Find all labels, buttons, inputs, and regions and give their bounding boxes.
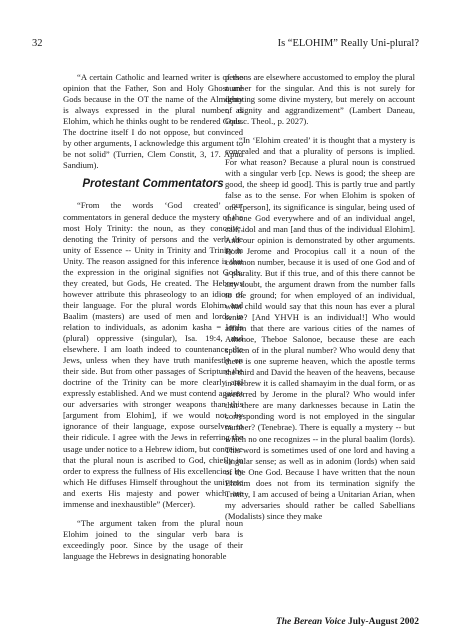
paragraph: persons are elsewhere accustomed to employ the plural number for the singular. And this is not surely for denoting some divine mystery, but merely on account of dignity and aggrandizement” (Lambert Daneau, Opusc. Theol., p. 2027).: [225, 72, 415, 127]
issue-date: July-August 2002: [348, 617, 419, 627]
left-column: [63, 72, 243, 570]
running-head: Is “ELOHIM” Really Uni-plural?: [277, 38, 419, 49]
right-column: [225, 72, 415, 530]
paragraph: “In ‘Elohim created’ it is thought that a mystery is concealed and that a plurality of persons is implied. For what reason? Because a plural noun is construed with a singular verb [cp. News is good; the sheep are good, the sheep id good]. This is partly true and partly false as to the sense. For when Elohim is spoken of one [person], its significance is singular, being used of the one God everywhere and of an individual angel, calf, idol and man [and thus of the individual Elohim]. And our opinion is demonstrated by other arguments. Both Jerome and Procopius call it a noun of the common number, because it is used of one God and of a plurality. But if this true, and of this there cannot be any doubt, the argument drawn from the number falls to the ground; for when employed of an individual, what child would say that this noun has ever a plural sense? [And YHVH is an individual!] Who would affirm that there are various cities of the names of Athenoe, Theboe Salonoe, because these are each spoken of in the plural number? Who would deny that there is one supreme heaven, which the apostle terms the third and David the heaven of the heavens, because in Hebrew it is called shamayim in the dual form, or as preferred by Jerome in the plural? Who would infer that there are many darknesses because in Latin the corresponding word is not employed in the singular number? (Tenebrae). There is equally a mystery -- but which no one recognizes -- in the plural baalim (lords). This word is sometimes used of one lord and having a singular sense; as well as in adonim (lords) when said of the One God. Because I have written that the noun Elohim does not from its termination signify the Trinity, I am accused of being a Unitarian Arian, when my adversaries should rather be called Sabellians (Modalists) since they make: [225, 135, 415, 521]
footer: [276, 617, 419, 627]
section-heading: Protestant Commentators: [82, 178, 224, 191]
paragraph: “From the words ‘God created’ our commentators in general deduce the mystery of the most Holy Trinity: the noun, as they conceive, denoting the Trinity of persons and the verb the unity of Essence -- Unity in Trinity and Trinity in Unity. The reason assigned for this inference is that the expression in the original signifies not Gods, they created, but Gods, He created. The Hebrews however attribute this phraseology to an idiom of their language. For the plural words Elohim and Baalim (masters) are used of men and lords, in relation to individuals, as adonim kasha = lords (plural) oppressive (singular), Isa. 19:4, and elsewhere. I am loath indeed to countenance the Jews, unless when they have truth manifestly on their side. But from other passages of Scripture the doctrine of the Trinity can be more clearly and expressly established. And we must contend against our adversaries with stronger weapons than this [argument from Elohim], if we would not, by ignorance of their language, expose ourselves to their ridicule. I agree with the Jews in referring the usage under notice to a Hebrew idiom, but conceive that the plural noun is ascribed to God, chiefly in order to express the fullness of His excellencies, by which He diffuses Himself throughout the universe and exerts His majesty and power which are immense and inexhaustible” (Mercer).: [63, 200, 243, 509]
paragraph: “The argument taken from the plural noun Elohim joined to the singular verb bara is exceedingly poor. Since by the usage of their language the Hebrews in designating honorable: [63, 517, 243, 561]
publication-name: The Berean Voice: [275, 617, 346, 627]
page-number: 32: [32, 38, 43, 49]
paragraph: “A certain Catholic and learned writer is of the opinion that the Father, Son and Holy Ghost are Gods because in the OT the name of the Almighty is always expressed in the plural number, as Elohim, which he thinks ought to be rendered Gods. The doctrine itself I do not oppose, but convinced by other arguments, I acknowledge this argument to be not solid” (Turrien, Clem Constit, 3, 17. Apud Sandium).: [63, 72, 243, 171]
